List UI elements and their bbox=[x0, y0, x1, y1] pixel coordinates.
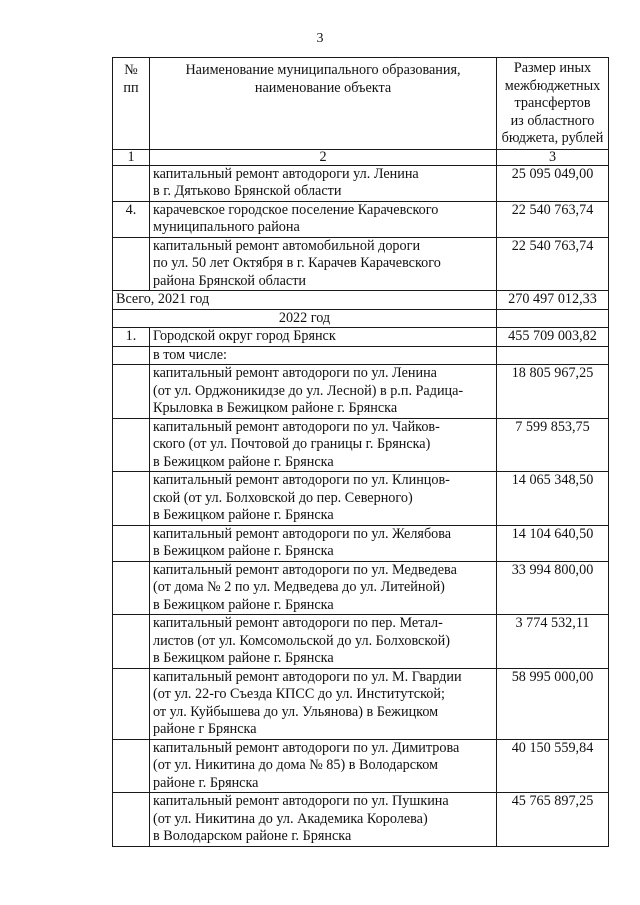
row-name-cell: капитальный ремонт автомобильной дороги по ул. 50 лет Октября в г. Карачев Карачевского района Брянской области bbox=[150, 237, 497, 291]
row-amount-cell: 3 774 532,11 bbox=[497, 615, 609, 669]
row-name-cell: капитальный ремонт автодороги по ул. Клинцов- ской (от ул. Болховской до пер. Северного) в Бежицком районе г. Брянска bbox=[150, 472, 497, 526]
row-amount-cell bbox=[497, 346, 609, 365]
table-row bbox=[113, 237, 609, 291]
row-name-cell: карачевское городское поселение Карачевского муниципального района bbox=[150, 201, 497, 237]
table-row bbox=[113, 365, 609, 419]
page-number: 3 bbox=[316, 31, 324, 46]
row-number-cell bbox=[113, 237, 150, 291]
row-name-cell: Городской округ город Брянск bbox=[150, 328, 497, 347]
row-number-cell bbox=[113, 793, 150, 847]
table-row bbox=[113, 793, 609, 847]
table-row bbox=[113, 328, 609, 347]
row-name-cell: в том числе: bbox=[150, 346, 497, 365]
row-name-cell: капитальный ремонт автодороги по ул. Пушкина (от ул. Никитина до ул. Академика Королева) в Володарском районе г. Брянска bbox=[150, 793, 497, 847]
column-number-2: 2 bbox=[150, 149, 497, 165]
row-amount-cell: 7 599 853,75 bbox=[497, 418, 609, 472]
row-number-cell bbox=[113, 472, 150, 526]
row-amount-cell: 33 994 800,00 bbox=[497, 561, 609, 615]
row-name-cell: капитальный ремонт автодороги по ул. Желябова в Бежицком районе г. Брянска bbox=[150, 525, 497, 561]
table-row bbox=[113, 561, 609, 615]
year-2022-label: 2022 год bbox=[113, 309, 497, 328]
table-row bbox=[113, 418, 609, 472]
row-amount-cell: 14 065 348,50 bbox=[497, 472, 609, 526]
row-amount-cell: 14 104 640,50 bbox=[497, 525, 609, 561]
header-amount-cell: Размер иных межбюджетных трансфертов из областного бюджета, рублей bbox=[497, 58, 609, 150]
table-row bbox=[113, 615, 609, 669]
header-number-cell: № пп bbox=[113, 58, 150, 150]
row-number-cell bbox=[113, 165, 150, 201]
year-2022-row bbox=[113, 309, 609, 328]
row-number-cell bbox=[113, 668, 150, 739]
row-number-cell bbox=[113, 525, 150, 561]
row-amount-cell: 40 150 559,84 bbox=[497, 739, 609, 793]
row-name-cell: капитальный ремонт автодороги по ул. Ленина (от ул. Орджоникидзе до ул. Лесной) в р.п. Радица- Крыловка в Бежицком районе г. Брянска bbox=[150, 365, 497, 419]
row-number-cell bbox=[113, 346, 150, 365]
table-row bbox=[113, 739, 609, 793]
transfers-table bbox=[112, 57, 609, 847]
table-header-row bbox=[113, 58, 609, 150]
column-number-row bbox=[113, 149, 609, 165]
row-number-cell bbox=[113, 739, 150, 793]
row-number-cell bbox=[113, 365, 150, 419]
table-row bbox=[113, 472, 609, 526]
row-amount-cell: 58 995 000,00 bbox=[497, 668, 609, 739]
row-amount-cell: 45 765 897,25 bbox=[497, 793, 609, 847]
row-number-cell bbox=[113, 418, 150, 472]
row-name-cell: капитальный ремонт автодороги по ул. Чайков- ского (от ул. Почтовой до границы г. Брянска) в Бежицком районе г. Брянска bbox=[150, 418, 497, 472]
table-row bbox=[113, 525, 609, 561]
row-number-cell: 1. bbox=[113, 328, 150, 347]
header-name-cell: Наименование муниципального образования, наименование объекта bbox=[150, 58, 497, 150]
row-number-cell bbox=[113, 615, 150, 669]
table-row bbox=[113, 165, 609, 201]
row-number-cell: 4. bbox=[113, 201, 150, 237]
table-row bbox=[113, 668, 609, 739]
row-number-cell bbox=[113, 561, 150, 615]
table-row bbox=[113, 346, 609, 365]
row-name-cell: капитальный ремонт автодороги по ул. М. Гвардии (от ул. 22-го Съезда КПСС до ул. Институтской; от ул. Куйбышева до ул. Ульянова) в Бежицком районе г Брянска bbox=[150, 668, 497, 739]
row-name-cell: капитальный ремонт автодороги ул. Ленина в г. Дятьково Брянской области bbox=[150, 165, 497, 201]
total-2021-label: Всего, 2021 год bbox=[113, 291, 497, 310]
row-amount-cell: 22 540 763,74 bbox=[497, 237, 609, 291]
column-number-1: 1 bbox=[113, 149, 150, 165]
row-amount-cell: 22 540 763,74 bbox=[497, 201, 609, 237]
row-name-cell: капитальный ремонт автодороги по пер. Метал- листов (от ул. Комсомольской до ул. Болховской) в Бежицком районе г. Брянска bbox=[150, 615, 497, 669]
total-2021-row bbox=[113, 291, 609, 310]
table-row bbox=[113, 201, 609, 237]
column-number-3: 3 bbox=[497, 149, 609, 165]
row-amount-cell: 18 805 967,25 bbox=[497, 365, 609, 419]
row-amount-cell: 25 095 049,00 bbox=[497, 165, 609, 201]
row-amount-cell: 455 709 003,82 bbox=[497, 328, 609, 347]
total-2021-amount: 270 497 012,33 bbox=[497, 291, 609, 310]
year-2022-empty-cell bbox=[497, 309, 609, 328]
row-name-cell: капитальный ремонт автодороги по ул. Медведева (от дома № 2 по ул. Медведева до ул. Литейной) в Бежицком районе г. Брянска bbox=[150, 561, 497, 615]
row-name-cell: капитальный ремонт автодороги по ул. Димитрова (от ул. Никитина до дома № 85) в Володарском районе г. Брянска bbox=[150, 739, 497, 793]
